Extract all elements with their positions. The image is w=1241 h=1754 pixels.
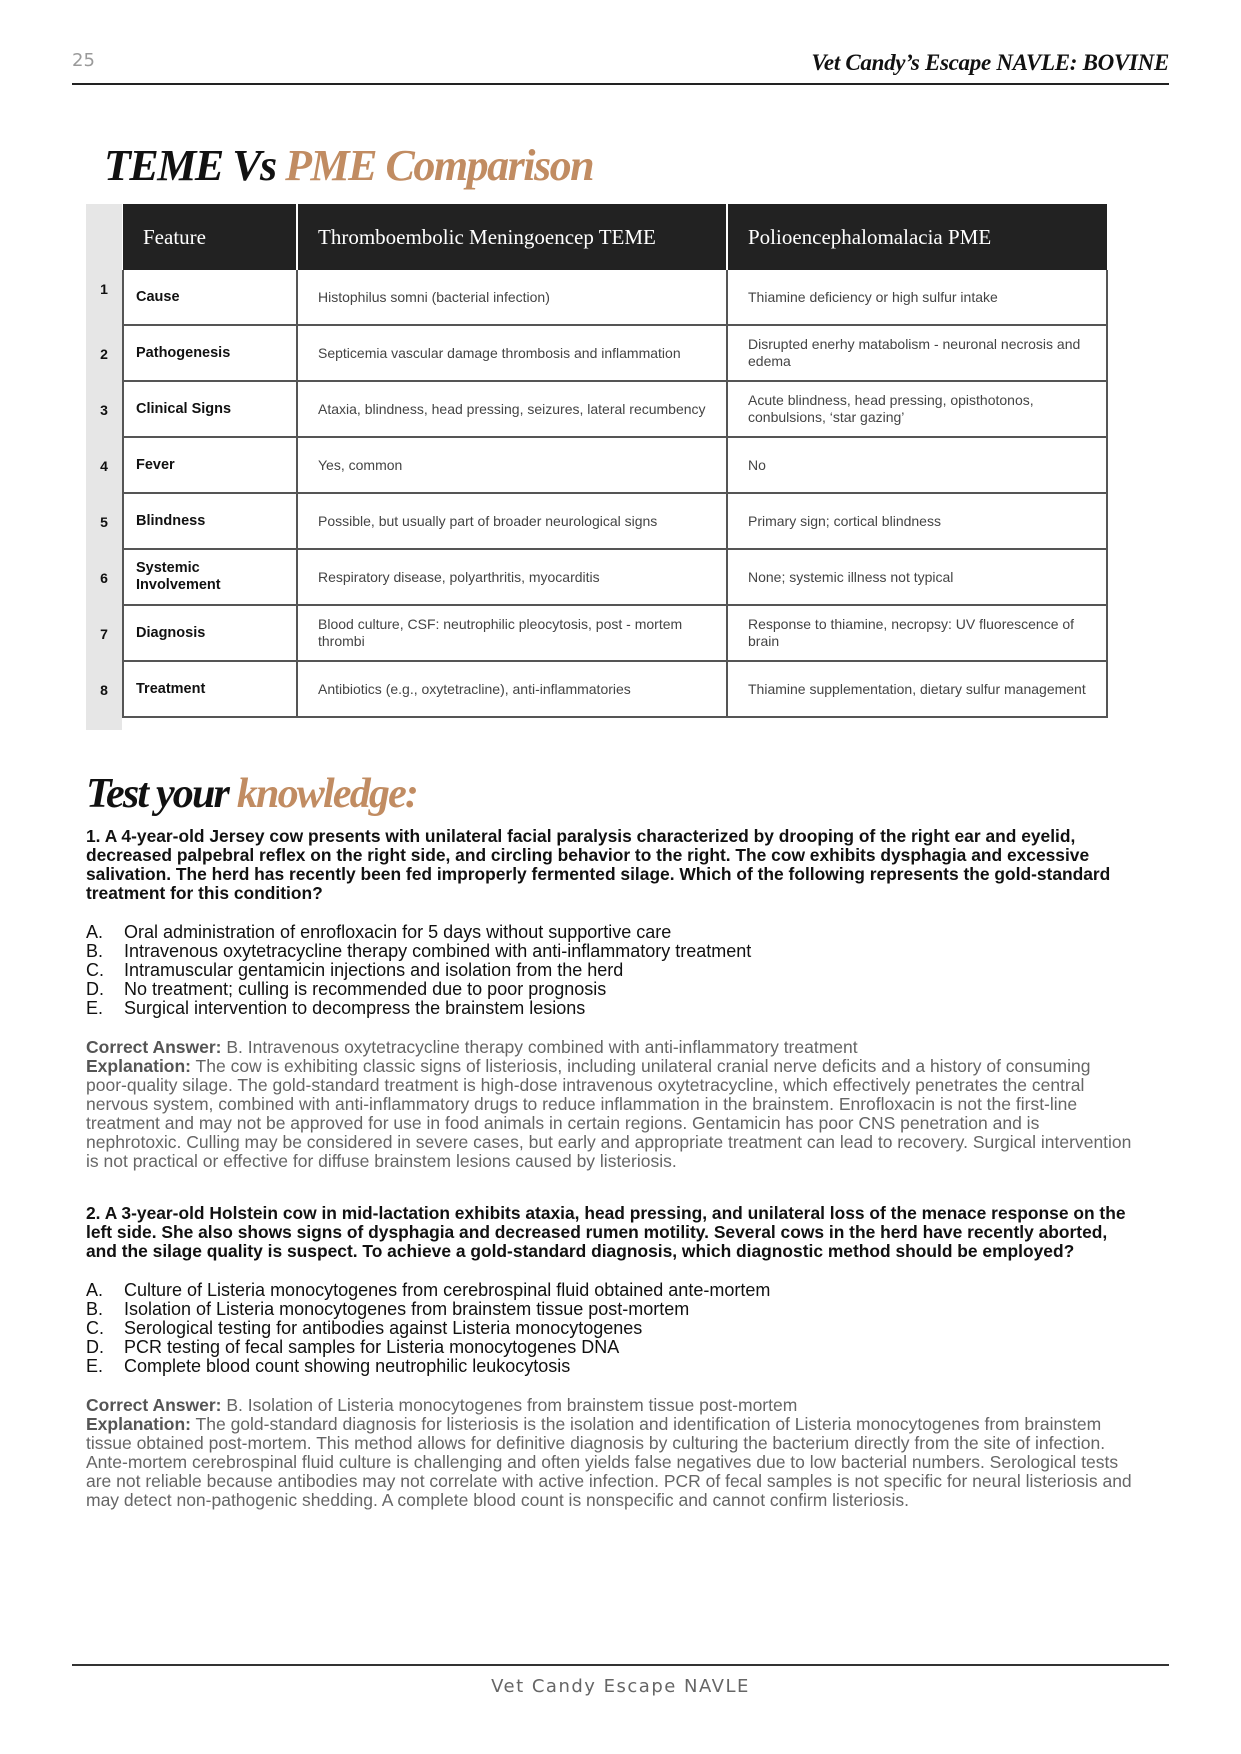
explanation-label: Explanation:	[86, 1056, 192, 1076]
explanation-text: The gold-standard diagnosis for listeriosis is the isolation and identification of Listeria monocytogenes from brainstem tissue obtained post-mortem. This method allows for definitive diagnosis by culturing the bacterium directly from the site of infection. Ante-mortem cerebrospinal fluid culture is challenging and often yields false negatives due to low bacterial numbers. Serological tests are not reliable because antibodies may not correlate with active infection. PCR of fecal samples is not specific for neural listeriosis and may detect non-pathogenic shedding. A complete blood count is nonspecific and cannot confirm listeriosis.	[86, 1414, 1132, 1510]
table-row	[123, 325, 1107, 381]
answer-options	[86, 1281, 1136, 1376]
running-title: Vet Candy’s Escape NAVLE: BOVINE	[811, 50, 1169, 75]
knowledge-title-main: Test your	[86, 771, 237, 817]
option-letter: B.	[86, 1299, 104, 1319]
pme-cell: Response to thiamine, necropsy: UV fluorescence of brain	[727, 605, 1107, 661]
table-row	[123, 493, 1107, 549]
option-item	[86, 1300, 1136, 1319]
option-item	[86, 1319, 1136, 1338]
correct-answer-text: B. Intravenous oxytetracycline therapy combined with anti-inflammatory treatment	[221, 1037, 858, 1057]
question-text: 2. A 3-year-old Holstein cow in mid-lactation exhibits ataxia, head pressing, and unilateral loss of the menace response on the left side. She also shows signs of dysphagia and decreased rumen motility. Several cows in the herd have recently aborted, and the silage quality is suspect. To achieve a gold-standard diagnosis, which diagnostic method should be employed?	[86, 1203, 1126, 1261]
question-text: 1. A 4-year-old Jersey cow presents with unilateral facial paralysis characterized by drooping of the right ear and eyelid, decreased palpebral reflex on the right side, and circling behavior to the right. The cow exhibits dysphagia and excessive salivation. The herd has recently been fed improperly fermented silage. Which of the following represents the gold-standard treatment for this condition?	[86, 826, 1111, 903]
option-letter: E.	[86, 998, 104, 1018]
feature-cell: Diagnosis	[123, 605, 297, 661]
table-row	[123, 661, 1107, 717]
option-letter: D.	[86, 979, 104, 999]
option-item	[86, 1357, 1136, 1376]
correct-answer-label: Correct Answer:	[86, 1395, 222, 1415]
option-text: No treatment; culling is recommended due to poor prognosis	[124, 979, 607, 999]
table-row	[123, 381, 1107, 437]
explanation-label: Explanation:	[86, 1414, 192, 1434]
column-header-feature: Feature	[123, 204, 297, 270]
answer-explanation	[86, 1038, 1136, 1171]
footer-text: Vet Candy Escape NAVLE	[491, 1676, 750, 1697]
option-letter: B.	[86, 941, 104, 961]
feature-cell: Cause	[123, 270, 297, 325]
teme-cell: Respiratory disease, polyarthritis, myocarditis	[297, 549, 727, 605]
row-number: 8	[100, 682, 108, 698]
knowledge-title	[86, 770, 417, 818]
row-number: 1	[100, 281, 108, 297]
correct-answer-label: Correct Answer:	[86, 1037, 222, 1057]
pme-cell: Thiamine deficiency or high sulfur intake	[727, 270, 1107, 325]
option-letter: A.	[86, 1280, 104, 1300]
question-block-2	[86, 1204, 1136, 1510]
option-text: Oral administration of enrofloxacin for 5 days without supportive care	[124, 922, 672, 942]
comparison-table	[122, 204, 1108, 718]
header-divider	[72, 83, 1169, 85]
option-letter: C.	[86, 1318, 104, 1338]
feature-cell: Clinical Signs	[123, 381, 297, 437]
pme-cell: Disrupted enerhy matabolism - neuronal necrosis and edema	[727, 325, 1107, 381]
column-header-pme: Polioencephalomalacia PME	[727, 204, 1107, 270]
explanation-text: The cow is exhibiting classic signs of listeriosis, including unilateral cranial nerve deficits and a history of consuming poor-quality silage. The gold-standard treatment is high-dose intravenous oxytetracycline, which effectively penetrates the central nervous system, combined with anti-inflammatory drugs to reduce inflammation in the brainstem. Enrofloxacin is not the first-line treatment and may not be approved for use in food animals in certain regions. Gentamicin has poor CNS penetration and is nephrotoxic. Culling may be considered in severe cases, but early and appropriate treatment can lead to recovery. Surgical intervention is not practical or effective for diffuse brainstem lesions caused by listeriosis.	[86, 1056, 1132, 1171]
comparison-title-main: TEME Vs	[104, 141, 286, 190]
option-letter: C.	[86, 960, 104, 980]
row-numbers	[86, 270, 122, 718]
teme-cell: Antibiotics (e.g., oxytetracline), anti-inflammatories	[297, 661, 727, 717]
option-item	[86, 1281, 1136, 1300]
table-row	[123, 437, 1107, 493]
option-text: Serological testing for antibodies against Listeria monocytogenes	[124, 1318, 643, 1338]
option-item	[86, 999, 1136, 1018]
feature-cell: Systemic Involvement	[123, 549, 297, 605]
feature-cell: Pathogenesis	[123, 325, 297, 381]
table-header-row	[123, 204, 1107, 270]
pme-cell: None; systemic illness not typical	[727, 549, 1107, 605]
option-text: Complete blood count showing neutrophilic leukocytosis	[124, 1356, 571, 1376]
pme-cell: No	[727, 437, 1107, 493]
knowledge-title-accent: knowledge:	[236, 771, 418, 817]
feature-cell: Treatment	[123, 661, 297, 717]
option-item	[86, 1338, 1136, 1357]
table-row	[123, 270, 1107, 325]
row-number: 6	[100, 570, 108, 586]
option-text: Intravenous oxytetracycline therapy combined with anti-inflammatory treatment	[124, 941, 752, 961]
option-text: Intramuscular gentamicin injections and isolation from the herd	[124, 960, 624, 980]
row-number: 2	[100, 346, 108, 362]
answer-explanation	[86, 1396, 1136, 1510]
answer-options	[86, 923, 1136, 1018]
comparison-title	[104, 140, 593, 191]
teme-cell: Histophilus somni (bacterial infection)	[297, 270, 727, 325]
feature-cell: Fever	[123, 437, 297, 493]
option-item	[86, 942, 1136, 961]
pme-cell: Acute blindness, head pressing, opisthotonos, conbulsions, ‘star gazing’	[727, 381, 1107, 437]
option-item	[86, 980, 1136, 999]
pme-cell: Primary sign; cortical blindness	[727, 493, 1107, 549]
column-header-teme: Thromboembolic Meningoencep TEME	[297, 204, 727, 270]
row-number: 3	[100, 402, 108, 418]
row-number: 5	[100, 514, 108, 530]
page-number: 25	[72, 50, 95, 71]
option-letter: E.	[86, 1356, 104, 1376]
teme-cell: Ataxia, blindness, head pressing, seizures, lateral recumbency	[297, 381, 727, 437]
option-text: PCR testing of fecal samples for Listeria monocytogenes DNA	[124, 1337, 620, 1357]
comparison-title-accent: PME Comparison	[285, 141, 594, 190]
table-row	[123, 605, 1107, 661]
teme-cell: Possible, but usually part of broader neurological signs	[297, 493, 727, 549]
option-text: Isolation of Listeria monocytogenes from brainstem tissue post-mortem	[124, 1299, 690, 1319]
question-block-1	[86, 827, 1136, 1171]
footer-divider	[72, 1664, 1169, 1666]
correct-answer-text: B. Isolation of Listeria monocytogenes from brainstem tissue post-mortem	[221, 1395, 798, 1415]
feature-cell: Blindness	[123, 493, 297, 549]
option-letter: A.	[86, 922, 104, 942]
option-text: Surgical intervention to decompress the brainstem lesions	[124, 998, 586, 1018]
option-item	[86, 961, 1136, 980]
teme-cell: Yes, common	[297, 437, 727, 493]
table-row	[123, 549, 1107, 605]
row-number: 7	[100, 626, 108, 642]
option-letter: D.	[86, 1337, 104, 1357]
option-item	[86, 923, 1136, 942]
pme-cell: Thiamine supplementation, dietary sulfur management	[727, 661, 1107, 717]
option-text: Culture of Listeria monocytogenes from cerebrospinal fluid obtained ante-mortem	[124, 1280, 771, 1300]
row-number: 4	[100, 458, 108, 474]
teme-cell: Septicemia vascular damage thrombosis and inflammation	[297, 325, 727, 381]
teme-cell: Blood culture, CSF: neutrophilic pleocytosis, post - mortem thrombi	[297, 605, 727, 661]
